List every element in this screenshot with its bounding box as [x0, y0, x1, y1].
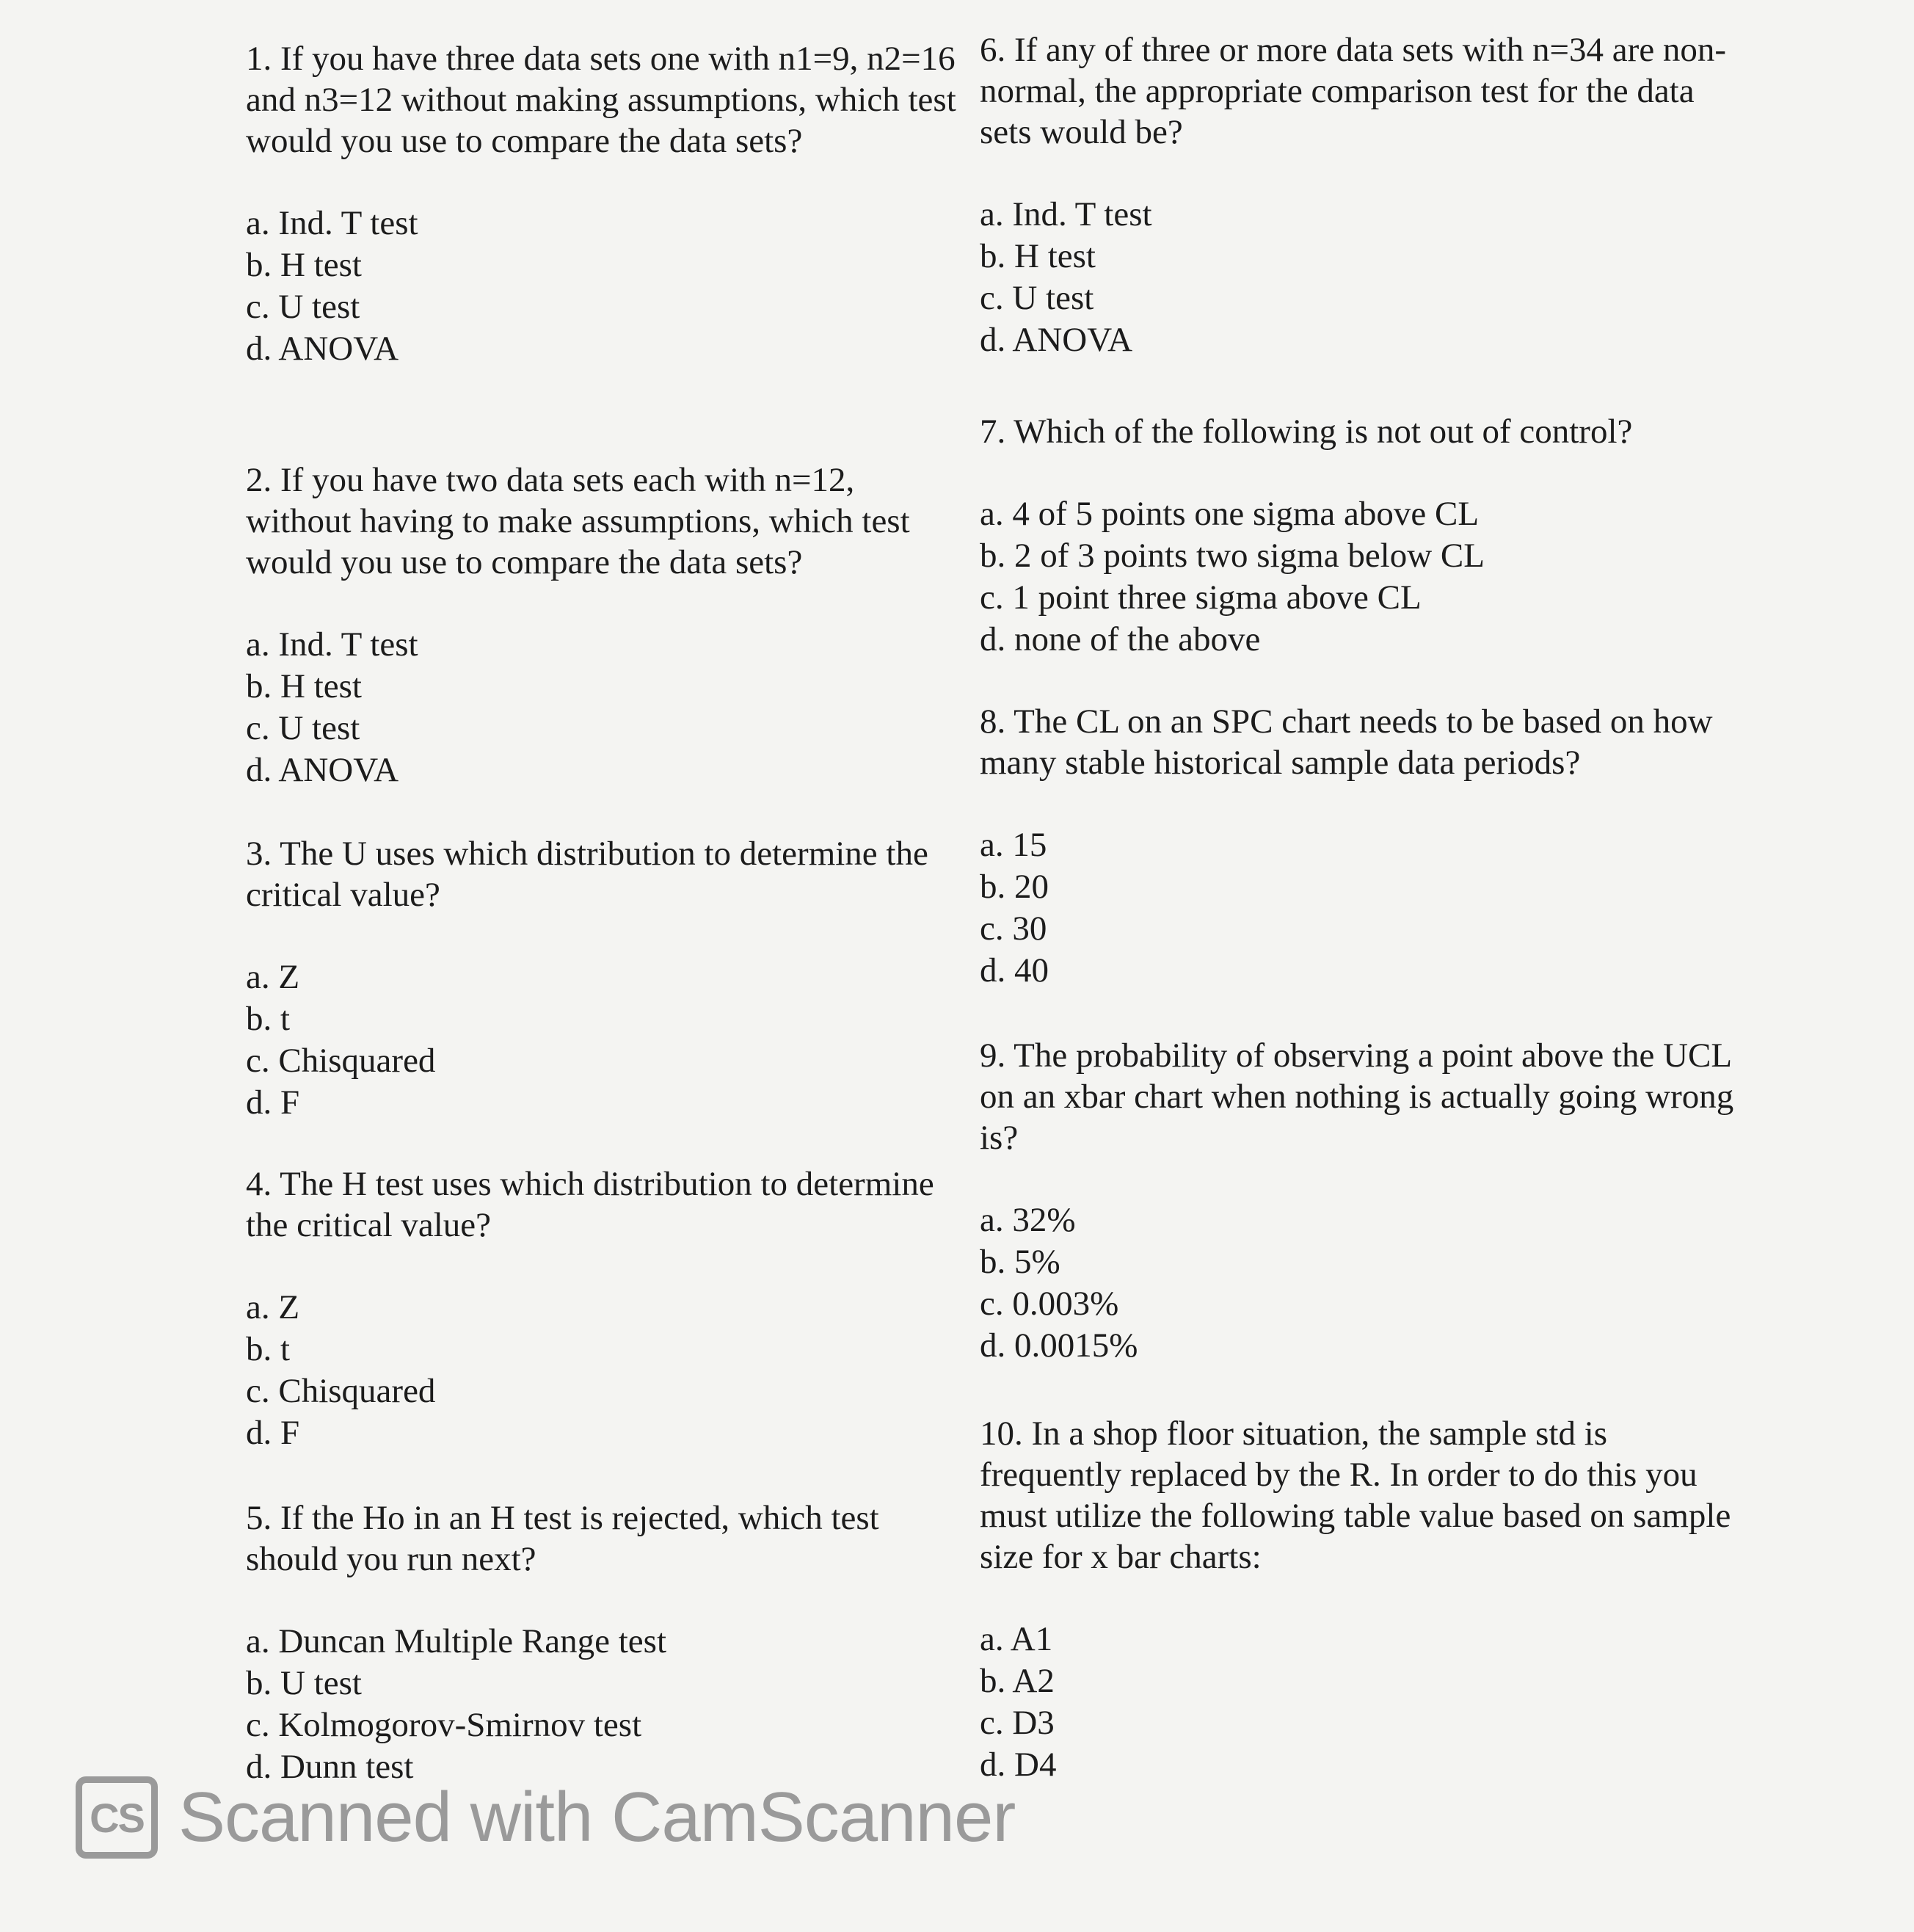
answer-option[interactable]: c. 1 point three sigma above CL	[980, 578, 1422, 617]
question-text: 7. Which of the following is not out of control?	[980, 413, 1633, 451]
watermark-text: Scanned with CamScanner	[178, 1778, 1016, 1856]
answer-option[interactable]: b. t	[246, 1000, 291, 1038]
question-text: 10. In a shop floor situation, the sample std is frequently replaced by the R. In order to do this you must utilize the following table value based on sample size for x bar charts:	[980, 1414, 1731, 1576]
answer-options	[980, 493, 1750, 661]
answer-option[interactable]: d. ANOVA	[246, 330, 399, 368]
answer-options	[246, 1621, 965, 1788]
question-text: 5. If the Ho in an H test is rejected, which test should you run next?	[246, 1499, 879, 1578]
question-10	[980, 1413, 1750, 1786]
answer-option[interactable]: b. H test	[246, 246, 362, 284]
answer-option[interactable]: d. none of the above	[980, 620, 1261, 658]
answer-option[interactable]: a. Ind. T test	[246, 204, 418, 242]
answer-options	[980, 194, 1750, 361]
question-8	[980, 701, 1750, 992]
answer-option[interactable]: a. 15	[980, 826, 1047, 864]
question-6	[980, 29, 1750, 361]
answer-option[interactable]: a. Duncan Multiple Range test	[246, 1622, 666, 1660]
answer-option[interactable]: b. H test	[980, 237, 1096, 275]
answer-option[interactable]: b. 20	[980, 868, 1049, 906]
answer-option[interactable]: c. 0.003%	[980, 1285, 1119, 1323]
question-text: 9. The probability of observing a point above the UCL on an xbar chart when nothing is actually going wrong is?	[980, 1036, 1734, 1157]
question-text: 6. If any of three or more data sets with n=34 are non-normal, the appropriate comparison test for the data sets would be?	[980, 31, 1727, 151]
answer-option[interactable]: c. D3	[980, 1704, 1055, 1742]
answer-option[interactable]: d. F	[246, 1414, 300, 1452]
answer-option[interactable]: a. 32%	[980, 1201, 1076, 1239]
answer-option[interactable]: d. 40	[980, 951, 1049, 989]
answer-option[interactable]: a. Z	[246, 1288, 300, 1326]
question-7	[980, 411, 1750, 661]
camscanner-watermark	[76, 1776, 1015, 1859]
question-2	[246, 460, 965, 791]
question-3	[246, 833, 965, 1124]
answer-option[interactable]: b. A2	[980, 1662, 1055, 1700]
answer-option[interactable]: a. 4 of 5 points one sigma above CL	[980, 495, 1480, 533]
answer-option[interactable]: a. A1	[980, 1620, 1053, 1658]
question-text: 8. The CL on an SPC chart needs to be based on how many stable historical sample data periods?	[980, 702, 1713, 782]
answer-options	[246, 203, 965, 370]
answer-option[interactable]: d. D4	[980, 1746, 1057, 1784]
question-4	[246, 1163, 965, 1454]
answer-option[interactable]: b. t	[246, 1330, 291, 1368]
answer-option[interactable]: c. U test	[246, 709, 360, 747]
question-5	[246, 1497, 965, 1788]
question-text: 4. The H test uses which distribution to determine the critical value?	[246, 1165, 934, 1244]
question-text: 3. The U uses which distribution to determine the critical value?	[246, 835, 928, 914]
answer-option[interactable]: c. Chisquared	[246, 1372, 436, 1410]
answer-options	[246, 624, 965, 791]
question-1	[246, 38, 965, 370]
camscanner-logo-icon: CS	[76, 1776, 158, 1859]
answer-options	[246, 956, 965, 1124]
question-9	[980, 1035, 1750, 1367]
answer-option[interactable]: d. ANOVA	[246, 751, 399, 789]
answer-option[interactable]: b. H test	[246, 667, 362, 705]
answer-option[interactable]: c. Chisquared	[246, 1042, 436, 1080]
question-text: 2. If you have two data sets each with n=12, without having to make assumptions, which test would you use to compare the data sets?	[246, 461, 910, 581]
answer-option[interactable]: d. 0.0015%	[980, 1326, 1138, 1365]
answer-option[interactable]: a. Ind. T test	[246, 625, 418, 664]
answer-option[interactable]: d. Dunn test	[246, 1748, 414, 1786]
answer-option[interactable]: a. Ind. T test	[980, 195, 1152, 233]
answer-options	[980, 824, 1750, 992]
answer-option[interactable]: b. 5%	[980, 1243, 1060, 1281]
answer-option[interactable]: d. ANOVA	[980, 321, 1133, 359]
answer-option[interactable]: d. F	[246, 1083, 300, 1122]
answer-options	[980, 1619, 1750, 1786]
question-text: 1. If you have three data sets one with n1=9, n2=16 and n3=12 without making assumptions, which test would you use to compare the data sets?	[246, 40, 956, 160]
answer-options	[980, 1199, 1750, 1367]
answer-option[interactable]: c. U test	[980, 279, 1094, 317]
answer-option[interactable]: b. U test	[246, 1664, 362, 1702]
answer-option[interactable]: a. Z	[246, 958, 300, 996]
answer-option[interactable]: c. Kolmogorov-Smirnov test	[246, 1706, 642, 1744]
answer-options	[246, 1287, 965, 1454]
answer-option[interactable]: c. 30	[980, 909, 1047, 948]
answer-option[interactable]: c. U test	[246, 288, 360, 326]
answer-option[interactable]: b. 2 of 3 points two sigma below CL	[980, 537, 1485, 575]
